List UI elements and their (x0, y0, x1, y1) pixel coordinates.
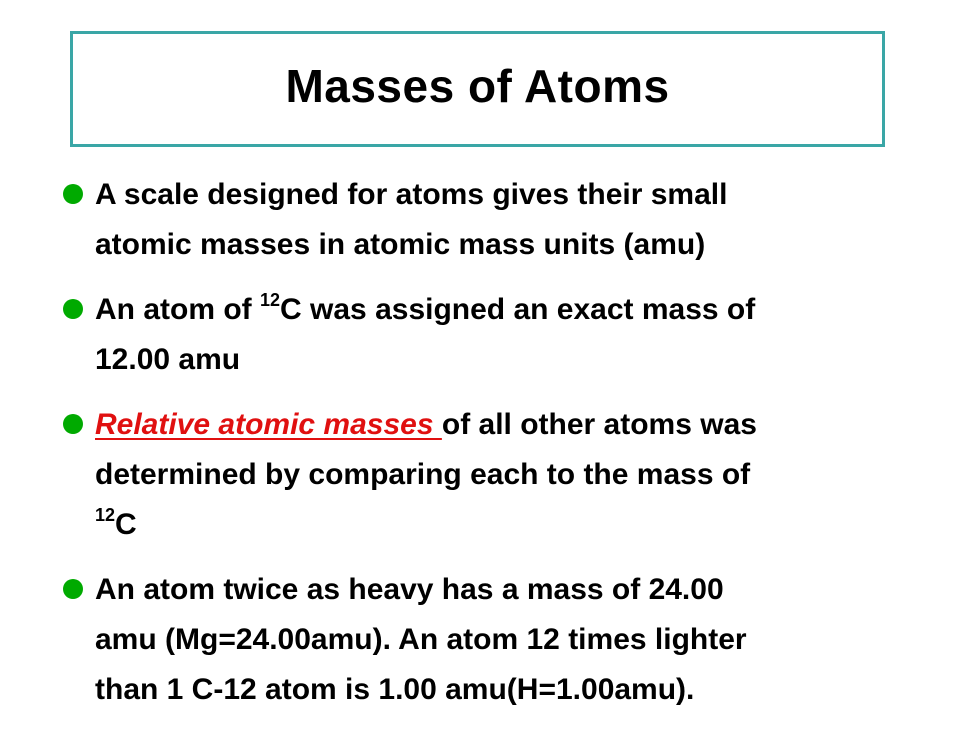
bullet-3-line-1 (95, 400, 930, 450)
slide-title: Masses of Atoms (285, 60, 670, 112)
title-box (70, 31, 885, 147)
bullet-2-text-pre: An atom of (95, 293, 260, 326)
bullet-2-line-1 (95, 285, 930, 335)
bullet-item-2 (60, 285, 930, 385)
bullet-2-text-post: C was assigned an exact mass of (280, 293, 756, 326)
bullet-item-3 (60, 400, 930, 550)
bullet-4-line-2: amu (Mg=24.00amu). An atom 12 times lighter (95, 623, 747, 656)
bullet-3-text-post: of all other atoms was (441, 408, 757, 441)
isotope-superscript: 12 (95, 505, 116, 525)
bullet-1-line-1: A scale designed for atoms gives their small (95, 178, 728, 211)
bullet-3-line-2: determined by comparing each to the mass of (95, 458, 751, 491)
bullet-dot-icon (63, 414, 83, 434)
bullet-item-4 (60, 565, 930, 715)
bullet-4-line-1: An atom twice as heavy has a mass of 24.00 (95, 573, 724, 606)
bullet-4-line-3: than 1 C-12 atom is 1.00 amu(H=1.00amu). (95, 673, 695, 706)
bullet-dot-icon (63, 184, 83, 204)
bullet-1-line-2: atomic masses in atomic mass units (amu) (95, 228, 706, 261)
bullet-list (60, 170, 930, 730)
bullet-2-line-2: 12.00 amu (95, 343, 241, 376)
bullet-dot-icon (63, 299, 83, 319)
isotope-superscript: 12 (260, 290, 281, 310)
bullet-dot-icon (63, 579, 83, 599)
highlighted-term: Relative atomic masses (95, 408, 442, 441)
bullet-3-text-element: C (115, 508, 137, 541)
bullet-item-1 (60, 170, 930, 270)
bullet-3-line-3 (95, 500, 930, 550)
